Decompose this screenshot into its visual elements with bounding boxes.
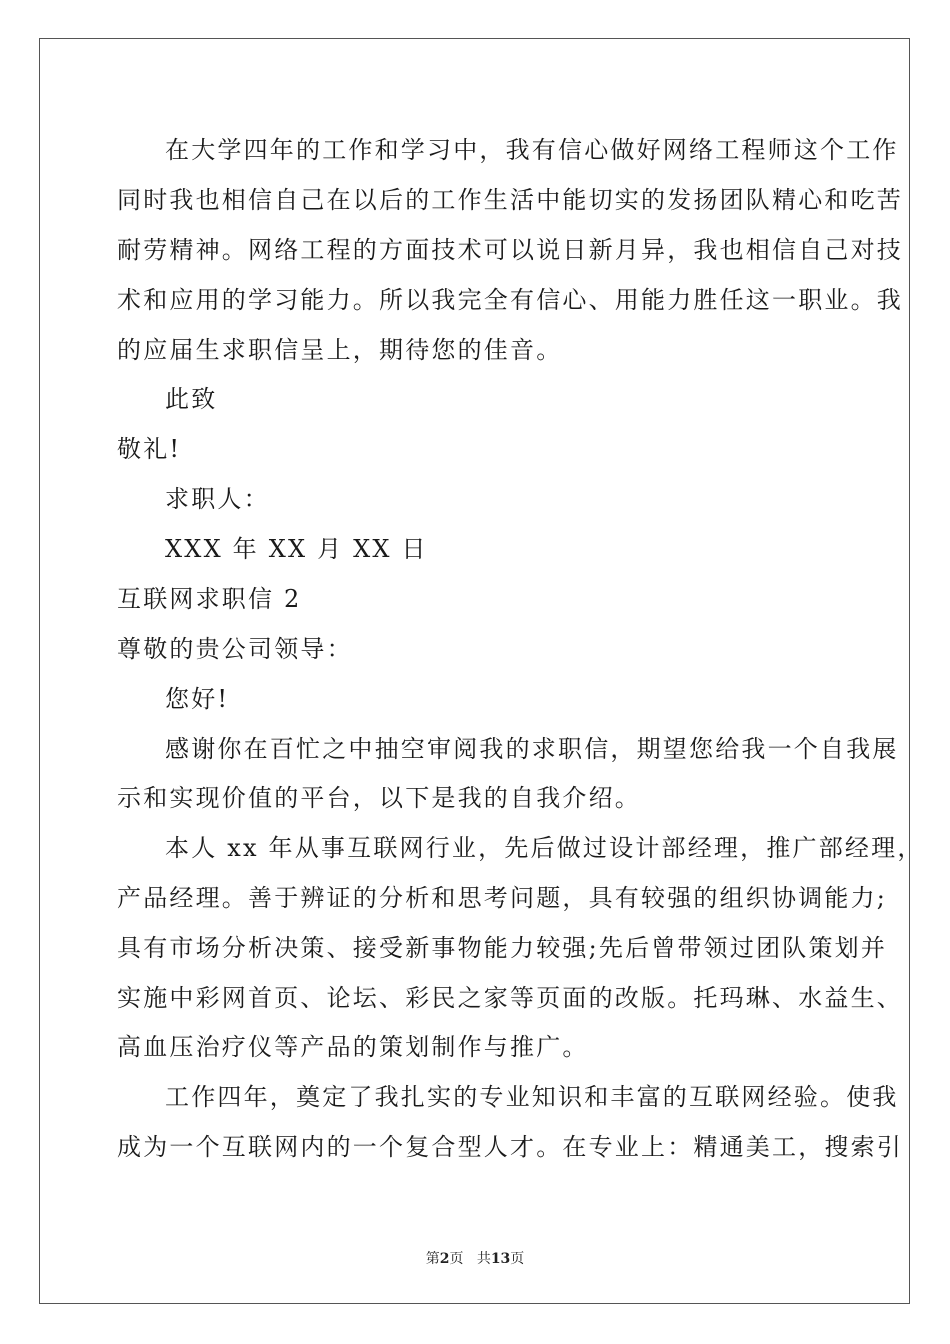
paragraph-line: 本人 xx 年从事互联网行业，先后做过设计部经理，推广部经理， — [165, 834, 924, 862]
greeting: 您好! — [165, 685, 230, 713]
section-title: 互联网求职信 2 — [117, 585, 302, 613]
page-border — [39, 38, 924, 1304]
paragraph-line: 工作四年，奠定了我扎实的专业知识和丰富的互联网经验。使我 — [165, 1083, 899, 1111]
paragraph-line: 耐劳精神。网络工程的方面技术可以说日新月异，我也相信自己对技 — [117, 236, 903, 264]
date-line: XXX 年 XX 月 XX 日 — [165, 535, 428, 563]
paragraph-line: 实施中彩网首页、论坛、彩民之家等页面的改版。托玛琳、水益生、 — [117, 984, 903, 1012]
paragraph-line: 示和实现价值的平台，以下是我的自我介绍。 — [117, 784, 641, 812]
total-prefix: 共 — [476, 1251, 491, 1267]
page-prefix: 第 — [425, 1251, 440, 1267]
paragraph-line: 高血压治疗仪等产品的策划制作与推广。 — [117, 1033, 589, 1061]
closing-regards: 敬礼! — [117, 435, 182, 463]
page-number: 2 — [439, 1251, 450, 1267]
page-footer — [0, 1248, 950, 1268]
paragraph-line: 产品经理。善于辨证的分析和思考问题，具有较强的组织协调能力; — [117, 884, 888, 912]
paragraph-line: 同时我也相信自己在以后的工作生活中能切实的发扬团队精心和吃苦 — [117, 186, 903, 214]
paragraph-line: 成为一个互联网内的一个复合型人才。在专业上：精通美工，搜索引 — [117, 1133, 903, 1161]
page-suffix: 页 — [449, 1251, 464, 1267]
paragraph-line: 具有市场分析决策、接受新事物能力较强;先后曾带领过团队策划并 — [117, 934, 888, 962]
signature-label: 求职人： — [165, 485, 270, 513]
paragraph-line: 的应届生求职信呈上，期待您的佳音。 — [117, 336, 563, 364]
total-pages: 13 — [490, 1251, 511, 1267]
paragraph-line: 术和应用的学习能力。所以我完全有信心、用能力胜任这一职业。我 — [117, 286, 903, 314]
total-suffix: 页 — [510, 1251, 525, 1267]
greeting-recipient: 尊敬的贵公司领导： — [117, 635, 353, 663]
closing-salutation: 此致 — [165, 385, 218, 413]
paragraph-line: 在大学四年的工作和学习中，我有信心做好网络工程师这个工作 — [165, 136, 899, 164]
paragraph-line: 感谢你在百忙之中抽空审阅我的求职信，期望您给我一个自我展 — [165, 735, 899, 763]
